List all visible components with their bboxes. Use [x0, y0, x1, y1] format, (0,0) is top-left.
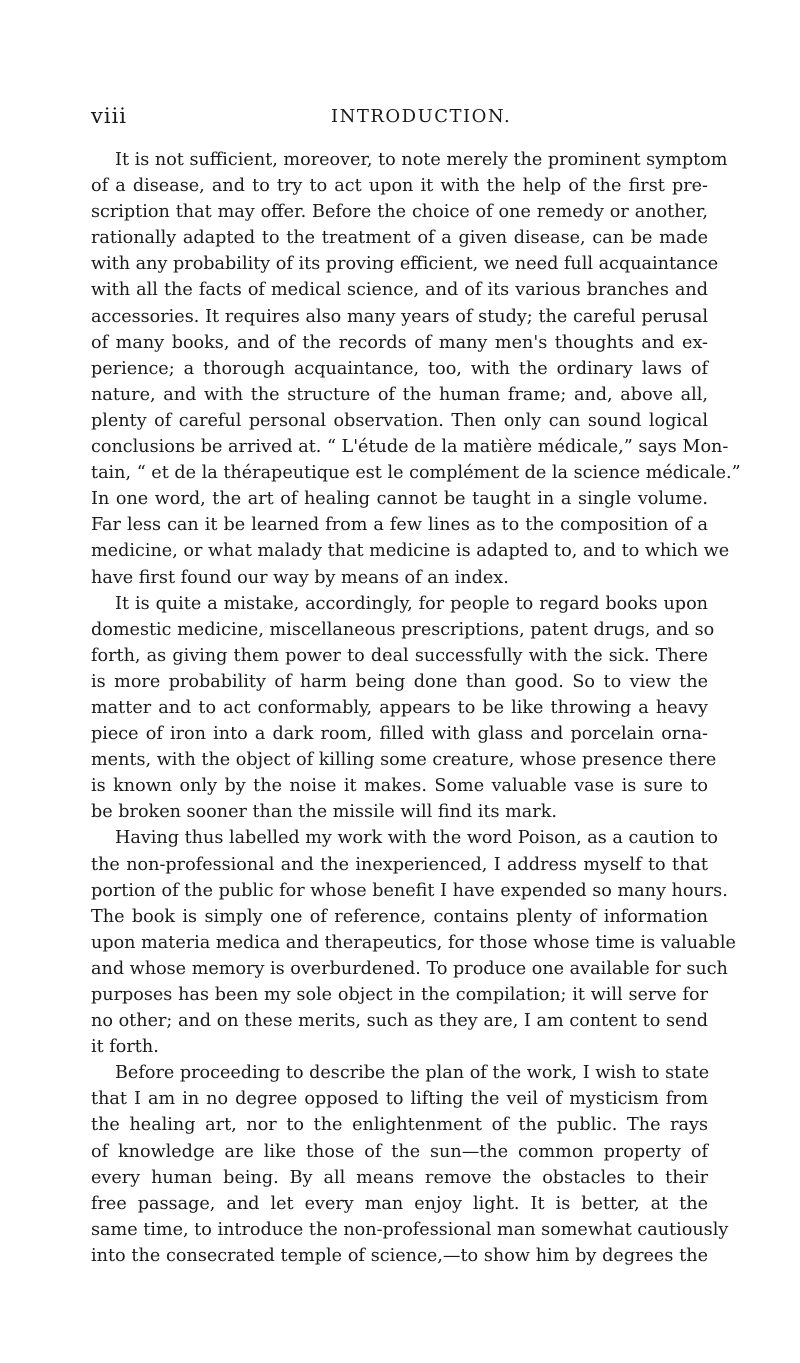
- text-line: matter and to act conformably, appears to be like throwing a heavy: [91, 697, 708, 718]
- text-line: perience; a thorough acquaintance, too, with the ordinary laws of: [91, 358, 708, 379]
- text-line: Before proceeding to describe the plan of the work, I wish to state: [115, 1063, 710, 1084]
- text-line: of a disease, and to try to act upon it with the help of the first pre-: [91, 176, 708, 197]
- text-line: is known only by the noise it makes. Some valuable vase is sure to: [91, 776, 708, 797]
- text-line: scription that may offer. Before the choice of one remedy or another,: [91, 202, 708, 223]
- text-line: It is quite a mistake, accordingly, for people to regard books upon: [115, 593, 708, 614]
- text-line: tain, “ et de la thérapeutique est le complément de la science médicale.”: [91, 463, 741, 484]
- text-line: rationally adapted to the treatment of a given disease, can be made: [91, 228, 708, 249]
- text-line: free passage, and let every man enjoy light. It is better, at the: [91, 1193, 708, 1214]
- text-line: into the consecrated temple of science,—to show him by degrees the: [91, 1245, 708, 1266]
- text-line: portion of the public for whose benefit I have expended so many hours.: [91, 880, 728, 901]
- running-title: INTRODUCTION.: [331, 106, 512, 127]
- text-line: the non-professional and the inexperienced, I address myself to that: [91, 854, 708, 875]
- text-line: piece of iron into a dark room, filled with glass and porcelain orna-: [91, 724, 708, 745]
- page-header: [91, 104, 711, 134]
- text-line: conclusions be arrived at. “ L'étude de la matière médicale,” says Mon-: [91, 437, 729, 458]
- text-line: medicine, or what malady that medicine is adapted to, and to which we: [91, 541, 730, 562]
- text-line: purposes has been my sole object in the compilation; it will serve for: [91, 985, 708, 1005]
- text-line: accessories. It requires also many years of study; the careful perusal: [91, 306, 708, 327]
- text-line: In one word, the art of healing cannot be taught in a single volume.: [91, 489, 708, 510]
- text-line: with any probability of its proving efficient, we need full acquaintance: [91, 254, 719, 275]
- text-line: ments, with the object of killing some creature, whose presence there: [91, 750, 717, 771]
- text-line: domestic medicine, miscellaneous prescriptions, patent drugs, and so: [91, 619, 715, 640]
- text-line: It is not sufficient, moreover, to note merely the prominent symptom: [115, 150, 728, 170]
- text-line: of many books, and of the records of many men's thoughts and ex-: [91, 332, 708, 353]
- text-line: and whose memory is overburdened. To produce one available for such: [91, 958, 728, 979]
- text-line: of knowledge are like those of the sun—the common property of: [91, 1141, 708, 1162]
- text-line: same time, to introduce the non-professional man somewhat cautiously: [91, 1219, 729, 1240]
- page-number: viii: [91, 104, 128, 128]
- text-line: every human being. By all means remove the obstacles to their: [91, 1167, 708, 1188]
- text-line: with all the facts of medical science, and of its various branches and: [91, 280, 708, 301]
- text-line: the healing art, nor to the enlightenment of the public. The rays: [91, 1115, 708, 1136]
- text-line: is more probability of harm being done than good. So to view the: [91, 671, 708, 692]
- text-line: it forth.: [91, 1037, 159, 1058]
- text-line: have first found our way by means of an index.: [91, 567, 509, 588]
- text-line: that I am in no degree opposed to lifting the veil of mysticism from: [91, 1089, 708, 1110]
- body-text: [91, 147, 741, 1269]
- text-line: plenty of careful personal observation. Then only can sound logical: [91, 410, 708, 431]
- text-line: be broken sooner than the missile will find its mark.: [91, 802, 557, 823]
- text-line: forth, as giving them power to deal successfully with the sick. There: [91, 645, 708, 666]
- text-line: nature, and with the structure of the human frame; and, above all,: [91, 384, 708, 405]
- text-line: Having thus labelled my work with the word Poison, as a caution to: [115, 828, 719, 849]
- text-line: Far less can it be learned from a few lines as to the composition of a: [91, 515, 708, 536]
- text-line: upon materia medica and therapeutics, for those whose time is valuable: [91, 932, 736, 953]
- text-line: The book is simply one of reference, contains plenty of information: [91, 906, 708, 927]
- text-line: no other; and on these merits, such as they are, I am content to send: [91, 1011, 708, 1032]
